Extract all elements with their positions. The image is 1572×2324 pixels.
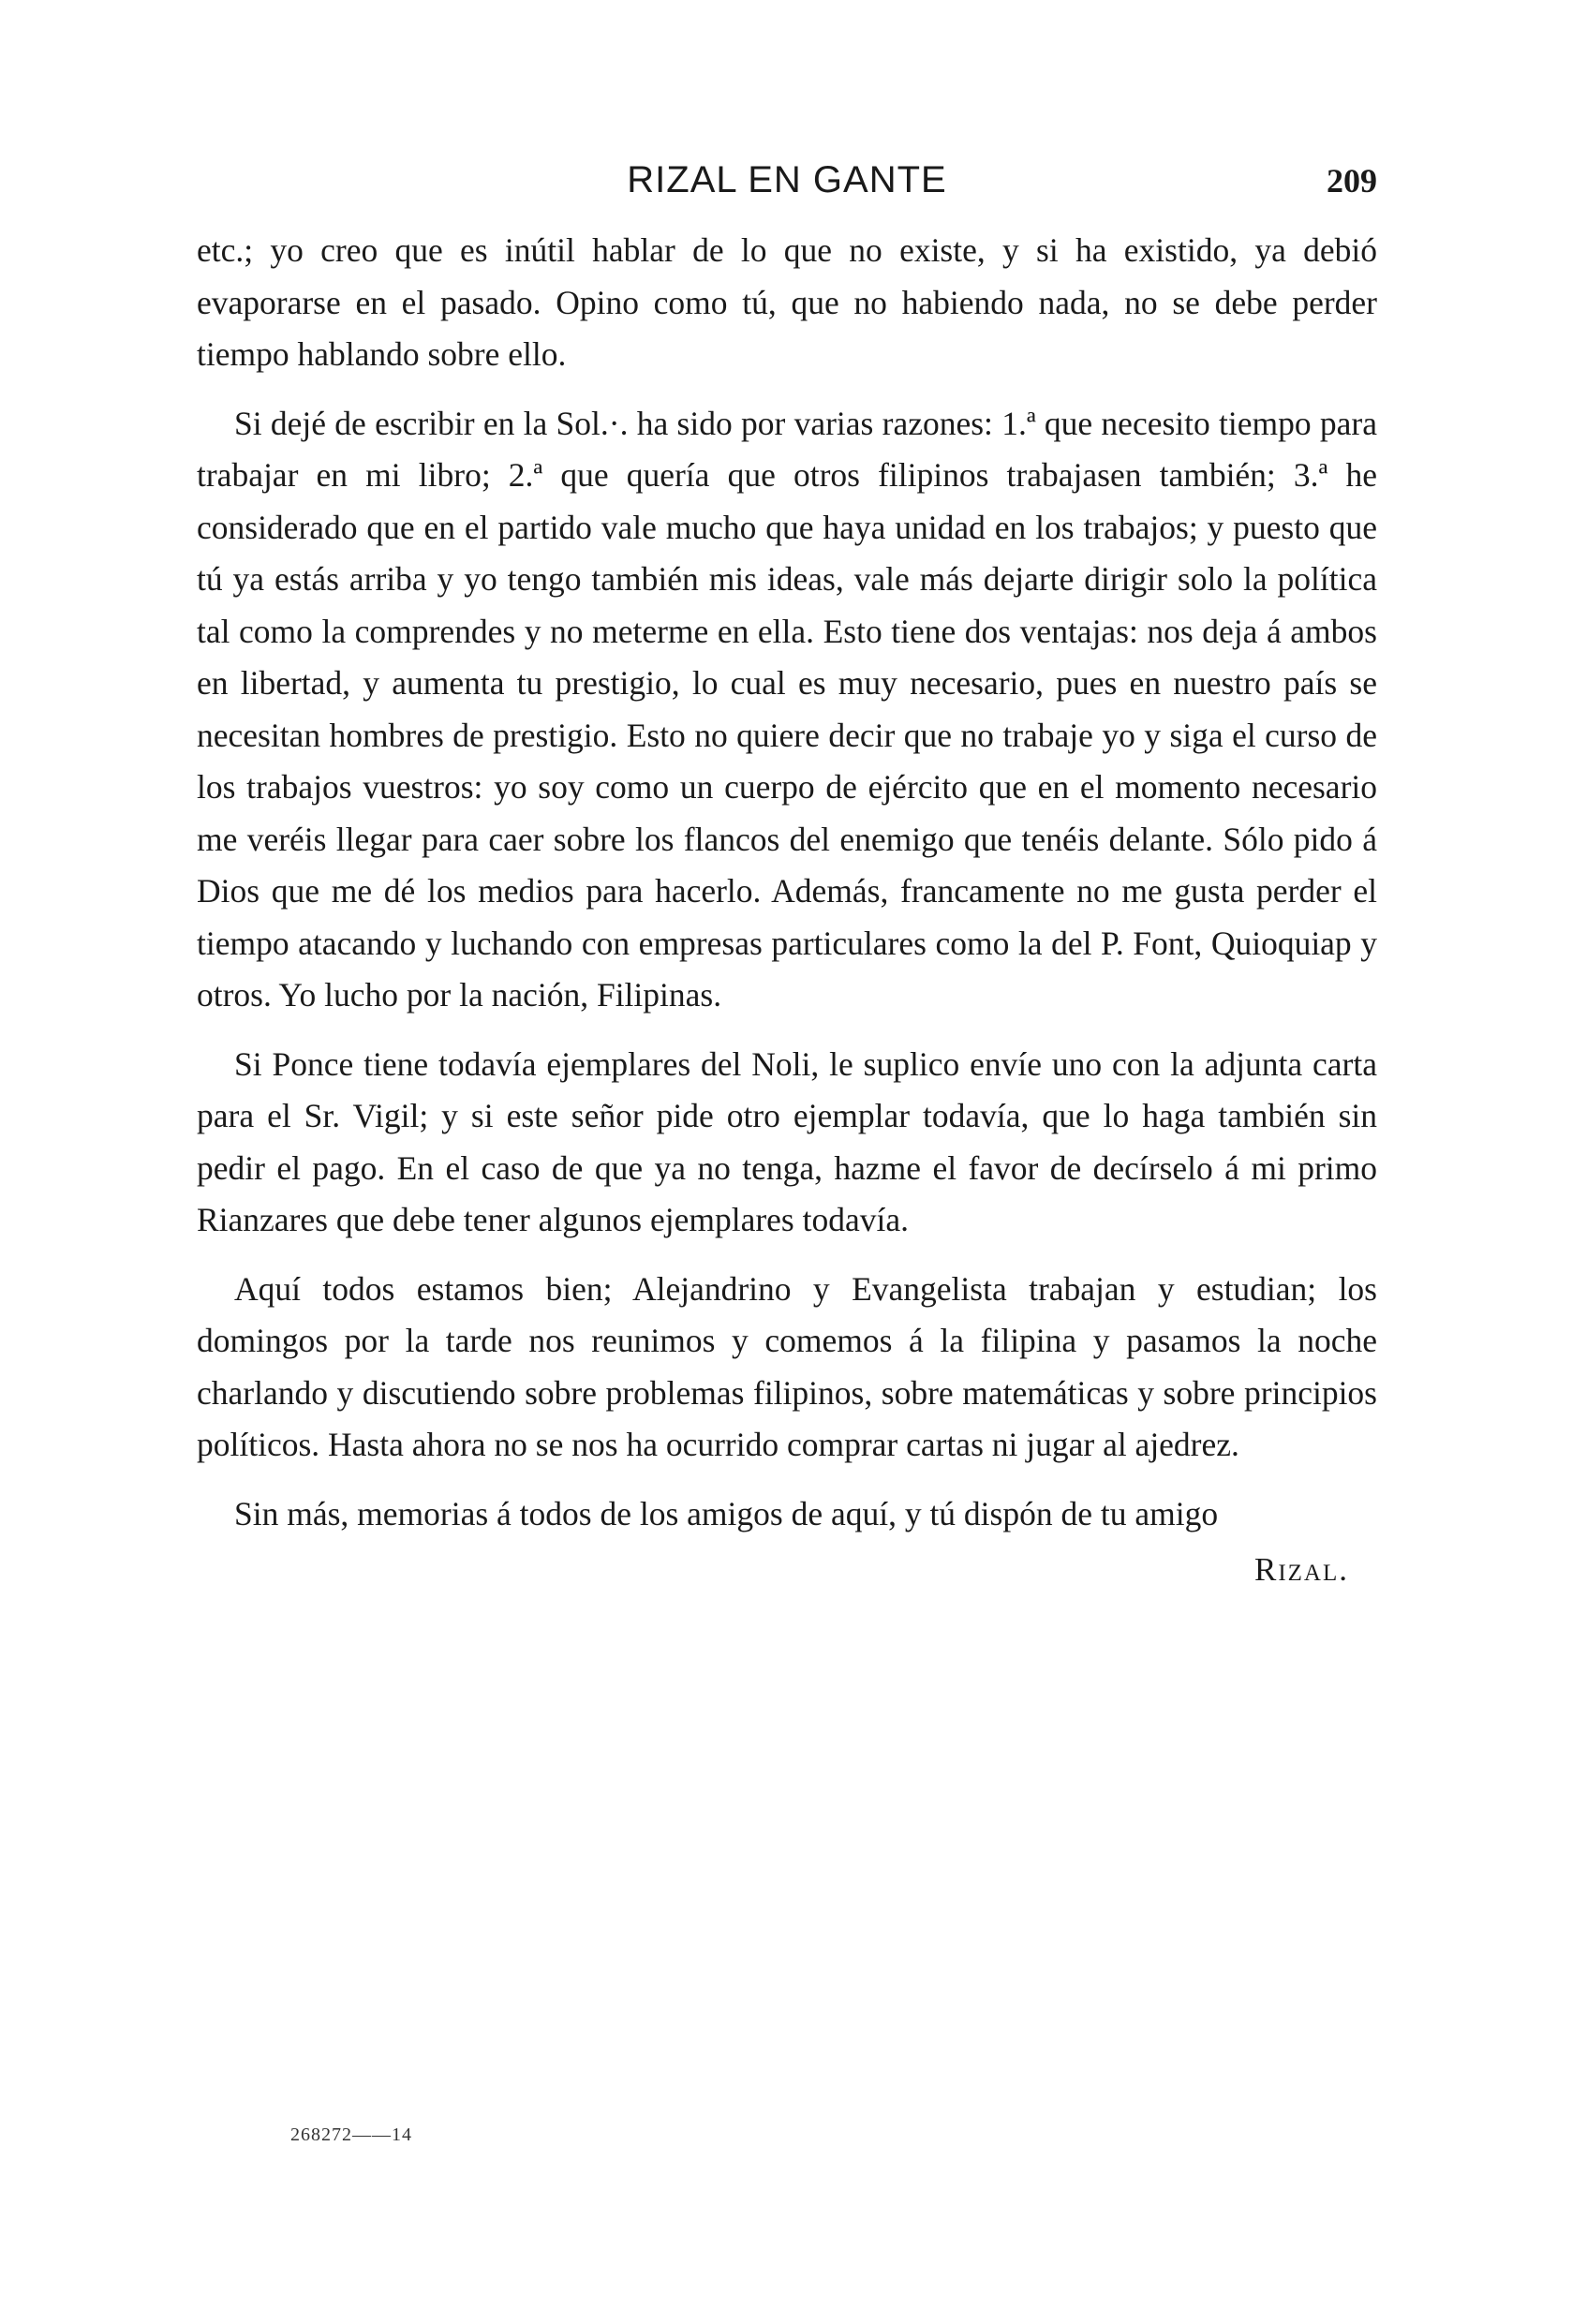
running-head [197, 159, 1377, 225]
document-page [197, 159, 1377, 1589]
page-number: 209 [1327, 162, 1377, 200]
body-text [197, 225, 1377, 1540]
paragraph-2: Si dejé de escribir en la Sol.·. ha sido por varias razones: 1.ª que necesito tiempo para trabajar en mi libro; 2.ª que quería que otros filipinos trabajasen también; 3.ª he considerado que en el partido vale mucho que haya unidad en los trabajos; y puesto que tú ya estás arriba y yo tengo también mis ideas, vale más dejarte dirigir solo la política tal como la comprendes y no meterme en ella. Esto tiene dos ventajas: nos deja á ambos en libertad, y aumenta tu prestigio, lo cual es muy necesario, pues en nuestro país se necesitan hombres de prestigio. Esto no quiere decir que no trabaje yo y siga el curso de los trabajos vuestros: yo soy como un cuerpo de ejército que en el momento necesario me veréis llegar para caer sobre los flancos del enemigo que tenéis delante. Sólo pido á Dios que me dé los medios para hacerlo. Además, francamente no me gusta perder el tiempo atacando y luchando con empresas particulares como la del P. Font, Quioquiap y otros. Yo lucho por la nación, Filipinas. [197, 404, 1377, 1014]
paragraph-5: Sin más, memorias á todos de los amigos de aquí, y tú dispón de tu amigo [234, 1494, 1219, 1532]
paragraph-4: Aquí todos estamos bien; Alejandrino y Evangelista trabajan y estudian; los domingos por la tarde nos reunimos y comemos á la filipina y pasamos la noche charlando y discutiendo sobre problemas filipinos, sobre matemáticas y sobre principios políticos. Hasta ahora no se nos ha ocurrido comprar cartas ni jugar al ajedrez. [197, 1269, 1377, 1463]
paragraph-3: Si Ponce tiene todavía ejemplares del Noli, le suplico envíe uno con la adjunta carta para el Sr. Vigil; y si este señor pide otro ejemplar todavía, que lo haga también sin pedir el pago. En el caso de que ya no tenga, hazme el favor de decírselo á mi primo Rianzares que debe tener algunos ejemplares todavía. [197, 1044, 1377, 1238]
running-title: RIZAL EN GANTE [627, 159, 947, 200]
print-mark: 268272——14 [290, 2124, 412, 2145]
signature: Rizal. [1253, 1551, 1349, 1588]
paragraph-1: etc.; yo creo que es inútil hablar de lo que no existe, y si ha existido, ya debió evaporarse en el pasado. Opino como tú, que no habiendo nada, no se debe perder tiempo hablando sobre ello. [197, 231, 1377, 373]
